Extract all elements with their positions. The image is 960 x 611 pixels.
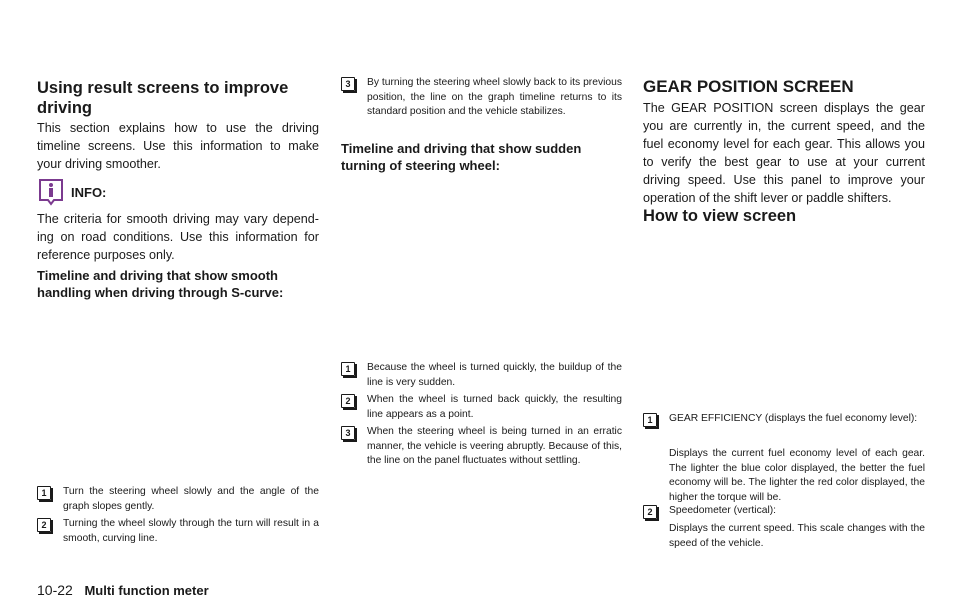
page-number: 10-22 [37,582,73,598]
item-text: Because the wheel is turned quickly, the buildup of the line is very sudden. [367,362,622,388]
intro-paragraph: This section explains how to use the driving timeline screens. Use this information to make your driving smoother. [37,121,319,171]
list-item [37,517,319,546]
item-text: When the steering wheel is being turned in an erratic manner, the vehicle is veering abruptly. Because of this, the line on the panel fluctuates without settling. [367,426,622,466]
item-number: 2 [643,505,657,519]
item-text: Speedometer (vertical): [669,505,777,516]
list-item [341,361,622,390]
info-label: INFO: [71,184,107,200]
item-text: GEAR EFFICIENCY (displays the fuel economy level): [669,413,918,424]
gear-position-intro: The GEAR POSITION screen displays the gear you are currently in, the current speed, and the fuel economy level for each gear. This allows you to verify the best gear to use at your current driving speed. Use this panel to improve your operation of the shift lever or paddle shifters. [643,101,925,205]
list-item [643,412,925,427]
item-detail: Displays the current fuel economy level of each gear. The lighter the blue color displayed, the better the fuel economy will be. The lighter the red color displayed, the higher the torque will be. [669,448,925,503]
how-to-view-heading: How to view screen [643,207,797,225]
list-item [643,504,925,519]
item-text: Turning the wheel slowly through the turn will result in a smooth, curving line. [63,518,319,544]
item-list-gear [643,412,925,430]
subheading-s-curve: Timeline and driving that show smooth handling when driving through S-curve: [37,268,284,300]
item-list-gear-2 [643,504,925,522]
list-item [37,485,319,514]
chapter-title: Multi function meter [84,583,209,598]
item-number: 1 [643,413,657,427]
info-icon [37,178,65,206]
item-detail: Displays the current speed. This scale changes with the speed of the vehicle. [669,523,925,549]
item-list-s-curve [37,485,319,549]
item-list-continued [341,76,622,123]
item-text: Turn the steering wheel slowly and the angle of the graph slopes gently. [63,486,319,512]
section-heading: Using result screens to improve driving [37,79,289,117]
subheading-sudden-turn: Timeline and driving that show sudden turning of steering wheel: [341,141,582,173]
item-number: 2 [37,518,51,532]
page-footer [37,582,209,598]
list-item [341,393,622,422]
item-number: 3 [341,77,355,91]
item-number: 3 [341,426,355,440]
info-block [37,178,319,206]
list-item [341,76,622,120]
gear-position-heading: GEAR POSITION SCREEN [643,77,854,96]
item-list-sudden-turn [341,361,622,472]
item-number: 1 [37,486,51,500]
info-text: The criteria for smooth driving may vary depend-ing on road conditions. Use this information for reference purposes only. [37,212,319,262]
item-text: When the wheel is turned back quickly, the resulting line appears as a point. [367,394,622,420]
list-item [341,425,622,469]
item-number: 2 [341,394,355,408]
item-number: 1 [341,362,355,376]
item-text: By turning the steering wheel slowly back to its previous position, the line on the graph timeline returns to its standard position and the vehicle stabilizes. [367,77,622,117]
